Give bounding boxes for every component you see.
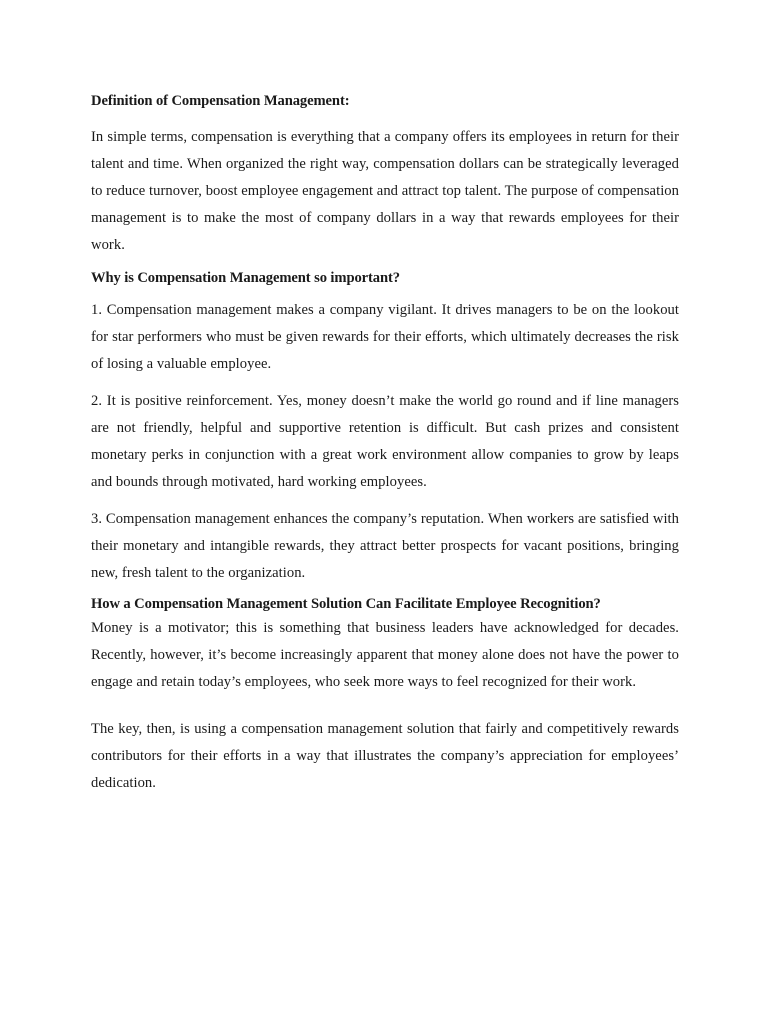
section-heading-importance: Why is Compensation Management so important? [91,270,400,286]
section-heading-recognition: How a Compensation Management Solution Can Facilitate Employee Recognition? [91,596,601,612]
paragraph-importance-3: 3. Compensation management enhances the company’s reputation. When workers are satisfied with their monetary and intangible rewards, they attract better prospects for vacant positions, bringing new, fresh talent to the organization. [91,511,679,581]
paragraph-definition: In simple terms, compensation is everything that a company offers its employees in return for their talent and time. When organized the right way, compensation dollars can be strategically leveraged to reduce turnover, boost employee engagement and attract top talent. The purpose of compensation management is to make the most of company dollars in a way that rewards employees for their work. [91,129,679,253]
paragraph-recognition-2: The key, then, is using a compensation management solution that fairly and competitively rewards contributors for their efforts in a way that illustrates the company’s appreciation for employees’ dedication. [91,721,679,791]
paragraph-recognition-1: Money is a motivator; this is something that business leaders have acknowledged for decades. Recently, however, it’s become increasingly apparent that money alone does not have the power to engage and retain today’s employees, who seek more ways to feel recognized for their work. [91,620,679,690]
section-heading-definition: Definition of Compensation Management: [91,93,350,109]
paragraph-importance-2: 2. It is positive reinforcement. Yes, money doesn’t make the world go round and if line managers are not friendly, helpful and supportive retention is difficult. But cash prizes and consistent monetary perks in conjunction with a great work environment allow companies to grow by leaps and bounds through motivated, hard working employees. [91,393,679,490]
paragraph-importance-1: 1. Compensation management makes a company vigilant. It drives managers to be on the lookout for star performers who must be given rewards for their efforts, which ultimately decreases the risk of losing a valuable employee. [91,302,679,372]
